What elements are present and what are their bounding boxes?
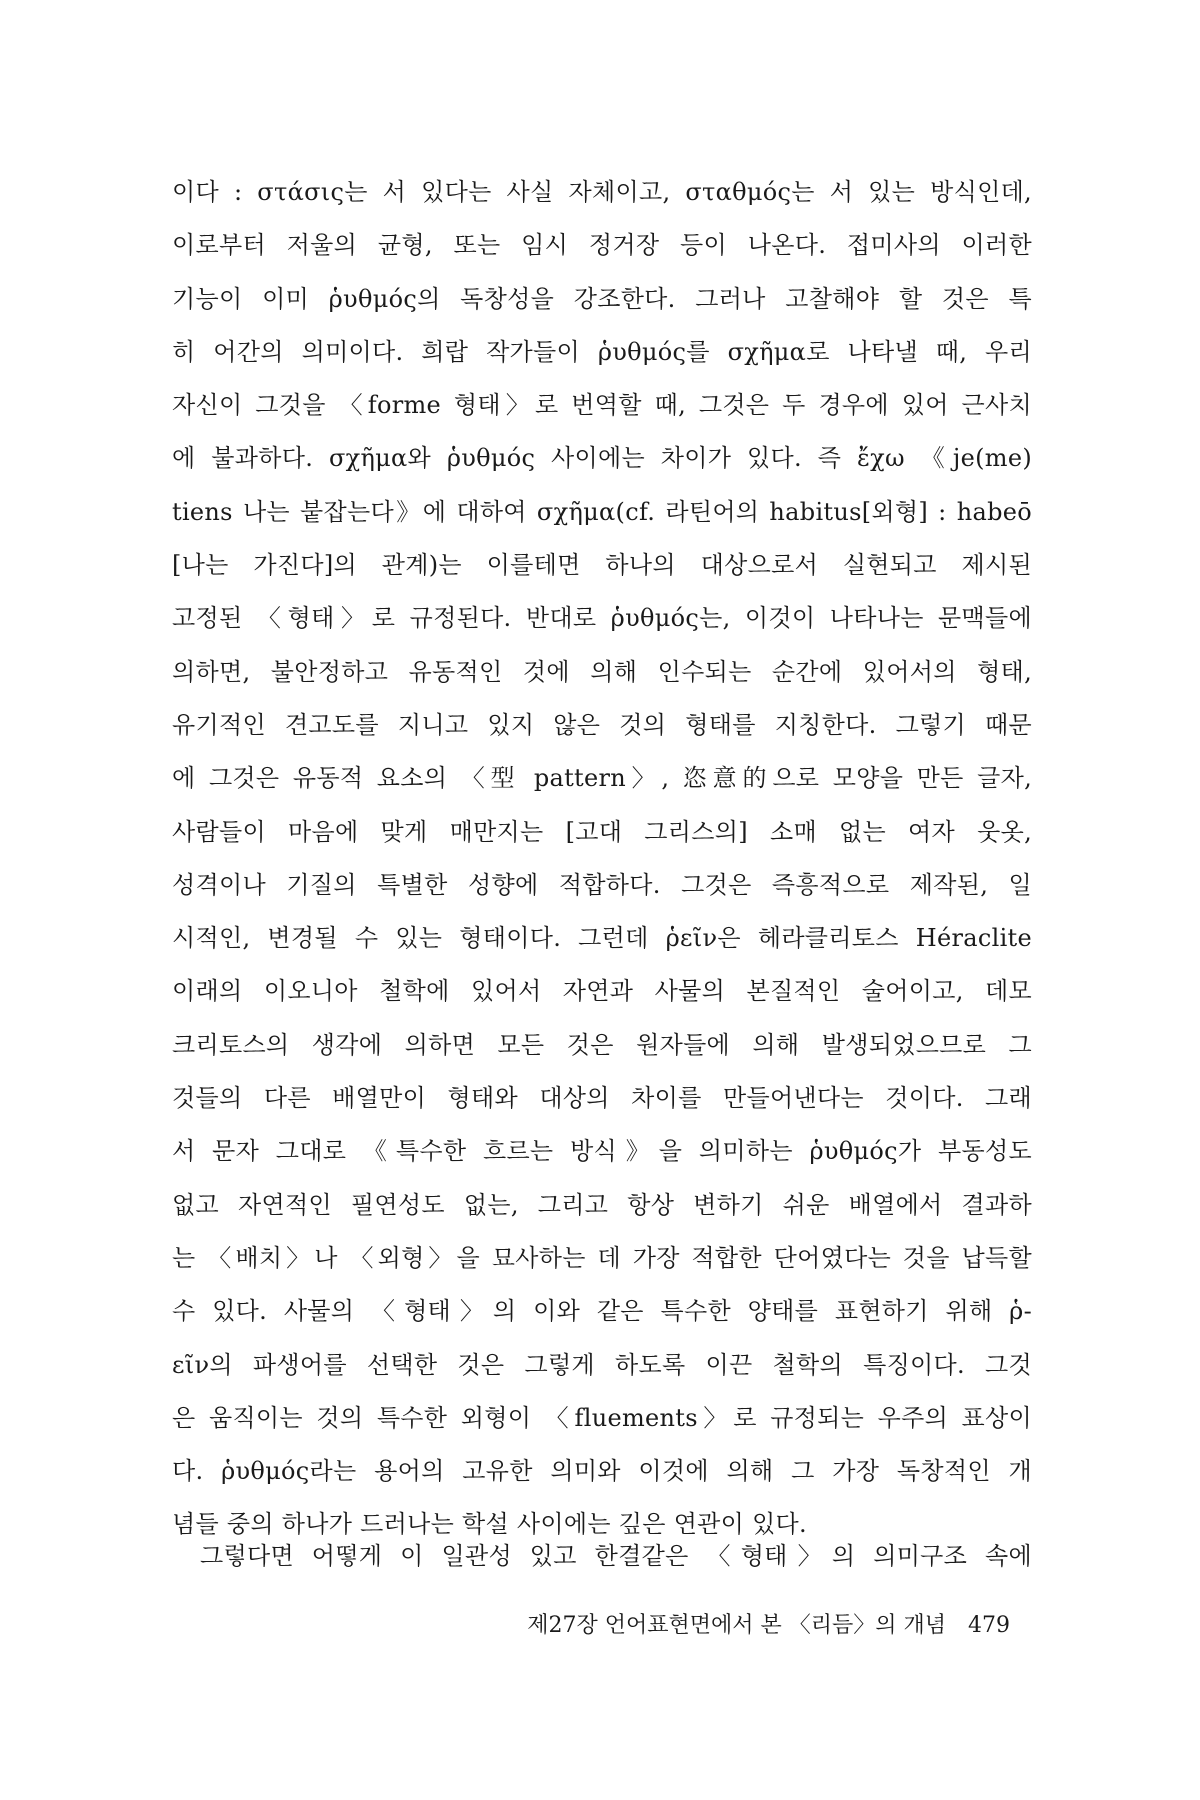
text-line: 에 불과하다. σχῆμα와 ῥυθμός 사이에는 차이가 있다. 즉 ἔχω 《je(me) — [172, 444, 1032, 473]
text-line: 은 움직이는 것의 특수한 외형이 〈fluements〉로 규정되는 우주의 표상이 — [172, 1403, 1032, 1432]
text-line: 크리토스의 생각에 의하면 모든 것은 원자들에 의해 발생되었으므로 그 — [172, 1030, 1032, 1059]
text-line: 다. ῥυθμός라는 용어의 고유한 의미와 이것에 의해 그 가장 독창적인 개 — [172, 1457, 1032, 1486]
text-line: 에 그것은 유동적 요소의 〈型 pattern〉, 恣意的으로 모양을 만든 글자, — [172, 764, 1032, 793]
text-line: 이로부터 저울의 균형, 또는 임시 정거장 등이 나온다. 접미사의 이러한 — [172, 231, 1032, 260]
text-line: 이래의 이오니아 철학에 있어서 자연과 사물의 본질적인 술어이고, 데모 — [172, 977, 1032, 1006]
text-line: 서 문자 그대로 《특수한 흐르는 방식》을 의미하는 ῥυθμός가 부동성도 — [172, 1137, 1032, 1166]
running-head: 제27장 언어표현면에서 본 〈리듬〉의 개념 — [527, 1613, 946, 1638]
body-paragraph-1 — [172, 166, 1032, 1552]
text-line: 없고 자연적인 필연성도 없는, 그리고 항상 변하기 쉬운 배열에서 결과하 — [172, 1190, 1032, 1219]
text-line: [나는 가진다]의 관계)는 이를테면 하나의 대상으로서 실현되고 제시된 — [172, 551, 1032, 580]
text-line: 히 어간의 의미이다. 희랍 작가들이 ῥυθμός를 σχῆμα로 나타낼 때, 우리 — [172, 337, 1032, 366]
text-line: 것들의 다른 배열만이 형태와 대상의 차이를 만들어낸다는 것이다. 그래 — [172, 1084, 1032, 1113]
page-number: 479 — [968, 1613, 1010, 1638]
text-line: 유기적인 견고도를 지니고 있지 않은 것의 형태를 지칭한다. 그렇기 때문 — [172, 710, 1032, 739]
text-line: 념들 중의 하나가 드러나는 학설 사이에는 깊은 연관이 있다. — [172, 1510, 807, 1539]
text-line: 의하면, 불안정하고 유동적인 것에 의해 인수되는 순간에 있어서의 형태, — [172, 657, 1032, 686]
text-line: 수 있다. 사물의 〈형태〉의 이와 같은 특수한 양태를 표현하기 위해 ῥ- — [172, 1297, 1032, 1326]
text-line: 사람들이 마음에 맞게 매만지는 [고대 그리스의] 소매 없는 여자 웃옷, — [172, 817, 1032, 846]
text-line: 성격이나 기질의 특별한 성향에 적합하다. 그것은 즉흥적으로 제작된, 일 — [172, 870, 1032, 899]
text-line: 고정된 〈형태〉로 규정된다. 반대로 ῥυθμός는, 이것이 나타나는 문맥들에 — [172, 604, 1032, 633]
body-paragraph-2 — [172, 1530, 1032, 1583]
text-line: tiens 나는 붙잡는다》에 대하여 σχῆμα(cf. 라틴어의 habitus[외형] : habeō — [172, 497, 1032, 526]
text-line: 는 〈배치〉나 〈외형〉을 묘사하는 데 가장 적합한 단어였다는 것을 납득할 — [172, 1243, 1032, 1272]
text-line: 자신이 그것을 〈forme 형태〉로 번역할 때, 그것은 두 경우에 있어 근사치 — [172, 391, 1032, 420]
text-line: 이다 : στάσις는 서 있다는 사실 자체이고, σταθμός는 서 있는 방식인데, — [172, 178, 1032, 206]
text-line: 그렇다면 어떻게 이 일관성 있고 한결같은 〈형태〉의 의미구조 속에 — [200, 1542, 1032, 1570]
text-line: εῖν의 파생어를 선택한 것은 그렇게 하도록 이끈 철학의 특징이다. 그것 — [172, 1350, 1032, 1379]
text-line: 시적인, 변경될 수 있는 형태이다. 그런데 ῥεῖν은 헤라클리토스 Héraclite — [172, 924, 1032, 953]
text-line: 기능이 이미 ῥυθμός의 독창성을 강조한다. 그러나 고찰해야 할 것은 특 — [172, 284, 1032, 313]
page-footer — [450, 1606, 1010, 1646]
